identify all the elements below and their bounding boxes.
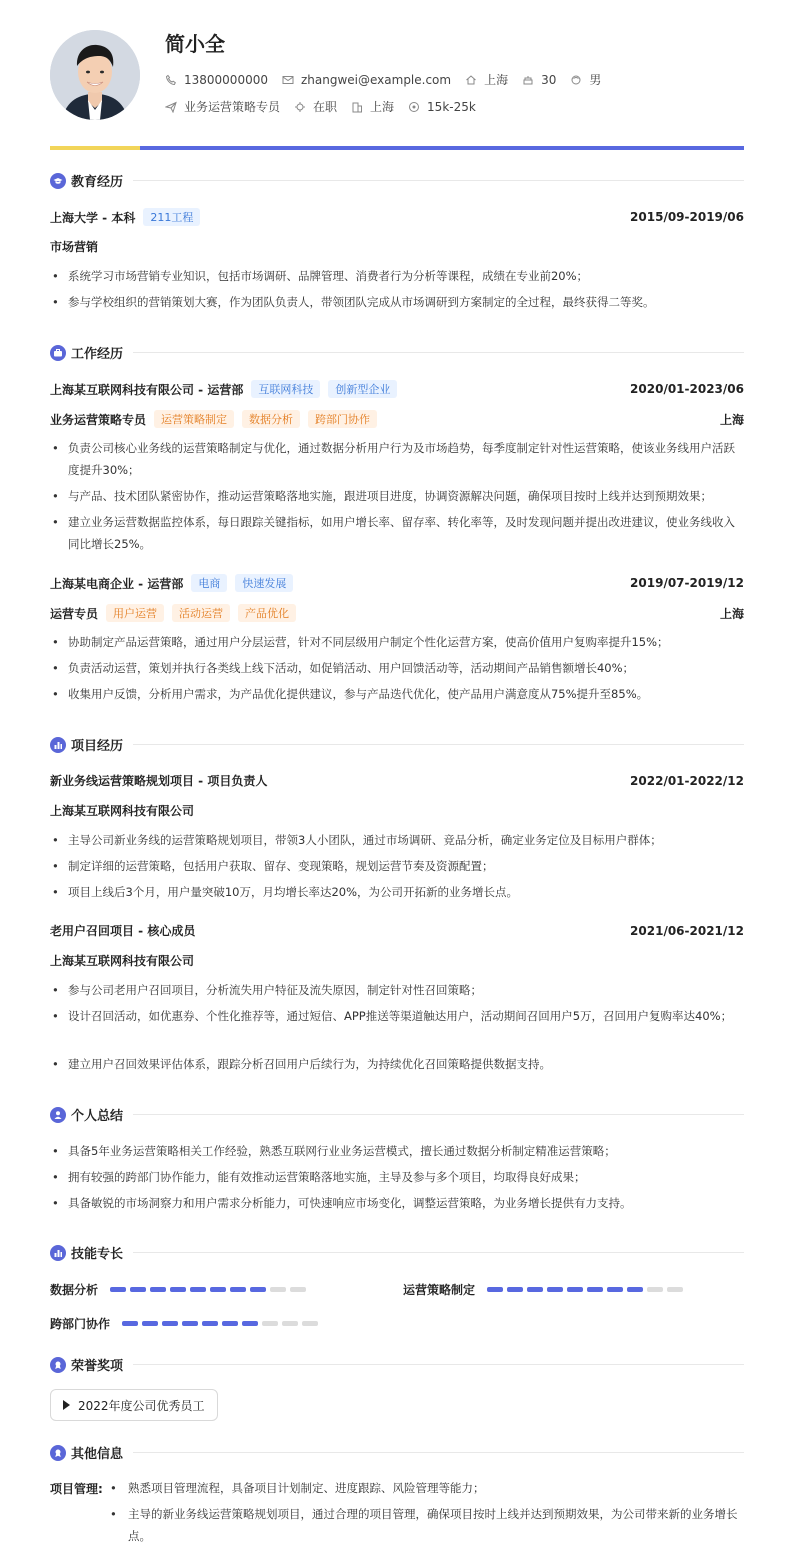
age-text: 30: [541, 72, 557, 87]
list-item: • 协助制定产品运营策略，通过用户分层运营，针对不同层级用户制定个性化运营方案，使高价值用户复购率提升15%；: [52, 635, 669, 649]
job-intent-row: [165, 98, 490, 115]
play-icon: [63, 1400, 70, 1410]
company-tag: 快速发展: [235, 574, 293, 592]
status-text: 在职: [313, 100, 338, 114]
avatar: [50, 30, 140, 120]
skill-bar-filled: [210, 1287, 226, 1292]
skill-bar-filled: [182, 1321, 198, 1326]
skill-bar-filled: [222, 1321, 238, 1326]
education-major-row: [50, 238, 744, 255]
role-name: 业务运营策略专员: [50, 412, 147, 427]
list-item: • 建立用户召回效果评估体系，跟踪分析召回用户后续行为，为持续优化召回策略提供数据支持。: [52, 1057, 551, 1071]
skill-bar-filled: [487, 1287, 503, 1292]
skill-bar-filled: [130, 1287, 146, 1292]
section-other-title: 其他信息: [50, 1443, 744, 1462]
section-summary-title: 个人总结: [50, 1105, 744, 1124]
list-item: • 熟悉项目管理流程，具备项目计划制定、进度跟踪、风险管理等能力；: [110, 1481, 485, 1495]
project-2-header: [50, 922, 744, 939]
skill-bar-filled: [627, 1287, 643, 1292]
expected-city-text: 上海: [370, 100, 395, 114]
skill-bar-empty: [302, 1321, 318, 1326]
header-divider: [50, 146, 744, 150]
skill-bar-filled: [190, 1287, 206, 1292]
work-1-role-row: [50, 410, 744, 428]
building-icon: [351, 101, 363, 113]
gender-icon: [570, 74, 582, 86]
company-tag: 电商: [191, 574, 227, 592]
salary-icon: [408, 101, 420, 113]
city-text: 上海: [484, 73, 509, 87]
school-tag: 211工程: [143, 208, 200, 226]
list-item: • 参与公司老用户召回项目，分析流失用户特征及流失原因，制定针对性召回策略；: [52, 983, 482, 997]
education-period: 2015/09-2019/06: [630, 210, 744, 224]
work-location: 上海: [719, 606, 744, 621]
project-2-company-row: [50, 952, 744, 969]
skill-bar-filled: [230, 1287, 246, 1292]
skill-bar-filled: [607, 1287, 623, 1292]
skill-collaboration: 跨部门协作: [50, 1315, 322, 1332]
skill-bar-filled: [110, 1287, 126, 1292]
section-education-title: 教育经历: [50, 171, 744, 190]
phone-text: 13800000000: [184, 72, 268, 87]
city-item: [465, 71, 508, 88]
cake-icon: [522, 74, 534, 86]
list-item: • 建立业务运营数据监控体系，每日跟踪关键指标，如用户增长率、留存率、转化率等，及时发现问题并提出改进建议，使业务线收入同比增长25%。: [52, 515, 735, 551]
project-period: 2022/01-2022/12: [630, 773, 744, 788]
skill-bar-filled: [507, 1287, 523, 1292]
work-2-role-row: [50, 604, 744, 622]
work-1-header: [50, 380, 744, 398]
company-tag: 创新型企业: [328, 380, 397, 398]
position-item: [165, 98, 280, 115]
gender-item: [570, 71, 601, 88]
company-name: 上海某电商企业 - 运营部: [50, 576, 184, 591]
bar-chart-icon: [50, 1245, 66, 1261]
skill-tag: 跨部门协作: [308, 410, 377, 428]
phone-icon: [165, 74, 177, 86]
bar-chart-icon: [50, 737, 66, 753]
phone-item: [165, 73, 268, 87]
skill-bar-filled: [567, 1287, 583, 1292]
skill-bar-empty: [647, 1287, 663, 1292]
school-name: 上海大学 - 本科: [50, 210, 136, 225]
project-1-header: [50, 772, 744, 789]
status-item: [294, 98, 337, 115]
skill-data-analysis: 数据分析: [50, 1281, 310, 1298]
award-icon: [50, 1357, 66, 1373]
skill-bar-filled: [242, 1321, 258, 1326]
list-item: • 收集用户反馈，分析用户需求，为产品优化提供建议，参与产品迭代优化，使产品用户满意度从75%提升至85%。: [52, 687, 649, 701]
project-title: 老用户召回项目 - 核心成员: [50, 924, 196, 938]
list-item: • 具备敏锐的市场洞察力和用户需求分析能力，可快速响应市场变化，调整运营策略，为业务增长提供有力支持。: [52, 1196, 632, 1210]
list-item: • 项目上线后3个月，用户量突破10万，月均增长率达20%，为公司开拓新的业务增长点。: [52, 885, 519, 899]
gear-icon: [294, 101, 306, 113]
list-item: • 设计召回活动，如优惠券、个性化推荐等，通过短信、APP推送等渠道触达用户，活动期间召回用户5万，召回用户复购率达40%；: [52, 1009, 733, 1023]
role-name: 运营专员: [50, 606, 99, 621]
email-text: zhangwei@example.com: [300, 72, 452, 87]
project-1-company-row: [50, 802, 744, 819]
skill-bar-empty: [282, 1321, 298, 1326]
candidate-name: 简小全: [165, 32, 225, 56]
list-item: • 拥有较强的跨部门协作能力，能有效推动运营策略落地实施，主导及参与多个项目，均取得良好成果；: [52, 1170, 586, 1184]
mail-icon: [282, 74, 294, 86]
skill-level-bars: [487, 1287, 687, 1292]
skill-bar-empty: [290, 1287, 306, 1292]
skill-bar-filled: [162, 1321, 178, 1326]
project-company: 上海某互联网科技有限公司: [50, 804, 195, 818]
skill-strategy: 运营策略制定: [403, 1281, 687, 1298]
skill-tag: 运营策略制定: [154, 410, 234, 428]
skill-bar-filled: [547, 1287, 563, 1292]
email-item: [282, 73, 451, 87]
section-honors-title: 荣誉奖项: [50, 1355, 744, 1374]
work-location: 上海: [719, 412, 744, 427]
other-label: 项目管理:: [50, 1482, 103, 1496]
salary-item: [408, 100, 476, 114]
skill-tag: 用户运营: [106, 604, 164, 622]
work-2-header: [50, 574, 744, 592]
skill-bar-filled: [587, 1287, 603, 1292]
salary-text: 15k-25k: [427, 99, 476, 114]
skill-tag: 数据分析: [242, 410, 300, 428]
skill-bar-filled: [170, 1287, 186, 1292]
skill-bar-filled: [150, 1287, 166, 1292]
graduation-cap-icon: [50, 173, 66, 189]
skill-bar-filled: [250, 1287, 266, 1292]
list-item: • 主导的新业务线运营策略规划项目，通过合理的项目管理，确保项目按时上线并达到预期效果，为公司带来新的业务增长点。: [110, 1507, 738, 1543]
briefcase-icon: [50, 345, 66, 361]
contact-row: [165, 71, 615, 88]
project-period: 2021/06-2021/12: [630, 923, 744, 938]
section-work-title: 工作经历: [50, 343, 744, 362]
skill-bar-empty: [262, 1321, 278, 1326]
work-period: 2020/01-2023/06: [630, 382, 744, 396]
list-item: • 参与学校组织的营销策划大赛，作为团队负责人，带领团队完成从市场调研到方案制定的全过程，最终获得二等奖。: [52, 295, 655, 309]
list-item: • 负责活动运营，策划并执行各类线上线下活动，如促销活动、用户回馈活动等，活动期间产品销售额增长40%；: [52, 661, 635, 675]
list-item: • 负责公司核心业务线的运营策略制定与优化，通过数据分析用户行为及市场趋势，每季度制定针对性运营策略，使该业务线用户活跃度提升30%；: [52, 441, 735, 477]
company-tag: 互联网科技: [251, 380, 320, 398]
skill-bar-filled: [142, 1321, 158, 1326]
education-header: [50, 208, 744, 226]
skill-bar-empty: [667, 1287, 683, 1292]
list-item: • 主导公司新业务线的运营策略规划项目，带领3人小团队，通过市场调研、竞品分析，确定业务定位及目标用户群体；: [52, 833, 662, 847]
work-period: 2019/07-2019/12: [630, 576, 744, 590]
section-skills-title: 技能专长: [50, 1243, 744, 1262]
list-item: • 制定详细的运营策略，包括用户获取、留存、变现策略，规划运营节奏及资源配置；: [52, 859, 494, 873]
skill-level-bars: [110, 1287, 310, 1292]
award-icon: [50, 1445, 66, 1461]
skill-tag: 产品优化: [238, 604, 296, 622]
skill-bar-empty: [270, 1287, 286, 1292]
section-projects-title: 项目经历: [50, 735, 744, 754]
skill-bar-filled: [122, 1321, 138, 1326]
company-name: 上海某互联网科技有限公司 - 运营部: [50, 382, 244, 397]
project-company: 上海某互联网科技有限公司: [50, 954, 195, 968]
skill-bar-filled: [527, 1287, 543, 1292]
list-item: • 系统学习市场营销专业知识，包括市场调研、品牌管理、消费者行为分析等课程，成绩在专业前20%；: [52, 269, 589, 283]
major: 市场营销: [50, 240, 99, 254]
list-item: • 与产品、技术团队紧密协作，推动运营策略落地实施，跟进项目进度，协调资源解决问题，确保项目按时上线并达到预期效果；: [52, 489, 712, 503]
expected-city-item: [351, 98, 394, 115]
honor-item: 2022年度公司优秀员工: [50, 1389, 218, 1421]
send-icon: [165, 101, 177, 113]
position-text: 业务运营策略专员: [184, 100, 281, 114]
person-icon: [50, 1107, 66, 1123]
home-icon: [465, 74, 477, 86]
skill-level-bars: [122, 1321, 322, 1326]
gender-text: 男: [589, 73, 602, 87]
project-title: 新业务线运营策略规划项目 - 项目负责人: [50, 774, 268, 788]
skill-tag: 活动运营: [172, 604, 230, 622]
list-item: • 具备5年业务运营策略相关工作经验，熟悉互联网行业业务运营模式，擅长通过数据分析制定精准运营策略；: [52, 1144, 616, 1158]
age-item: [522, 73, 556, 87]
skill-bar-filled: [202, 1321, 218, 1326]
